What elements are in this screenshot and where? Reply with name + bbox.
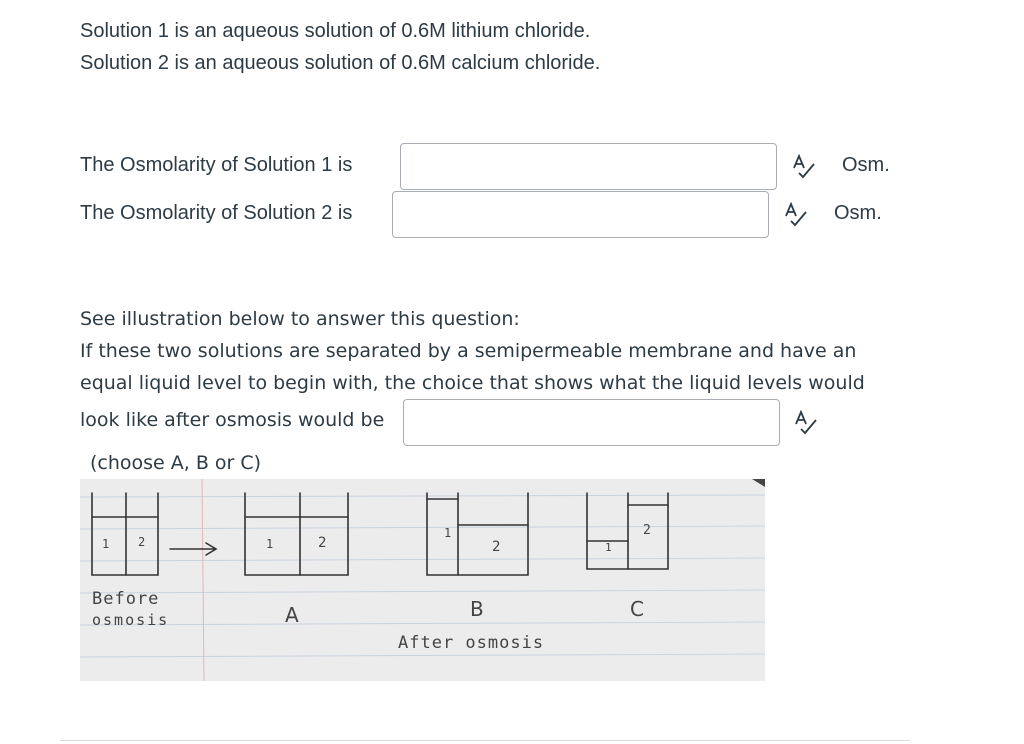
a-compartment-2: 2 bbox=[318, 535, 327, 551]
divider bbox=[60, 740, 910, 741]
q3-line-2: If these two solutions are separated by a semipermeable membrane and have an bbox=[80, 340, 857, 362]
c-compartment-2: 2 bbox=[643, 523, 651, 538]
spellcheck-icon[interactable] bbox=[793, 410, 819, 436]
b-compartment-1: 1 bbox=[444, 526, 452, 540]
choice-b-label: B bbox=[470, 597, 484, 621]
before-compartment-2: 2 bbox=[138, 535, 146, 549]
q3-choice-input[interactable] bbox=[403, 399, 780, 446]
osmosis-illustration bbox=[80, 479, 765, 681]
spellcheck-icon[interactable] bbox=[791, 154, 817, 180]
q2-osmolarity-input[interactable] bbox=[392, 191, 769, 238]
after-osmosis-label: After osmosis bbox=[398, 633, 545, 653]
before-compartment-1: 1 bbox=[102, 537, 110, 551]
b-compartment-2: 2 bbox=[492, 539, 501, 555]
c-compartment-1: 1 bbox=[605, 541, 612, 554]
q3-line-1: See illustration below to answer this question: bbox=[80, 308, 520, 330]
intro-line-1: Solution 1 is an aqueous solution of 0.6M lithium chloride. bbox=[80, 20, 591, 42]
a-compartment-1: 1 bbox=[266, 537, 274, 551]
q2-label: The Osmolarity of Solution 2 is bbox=[80, 202, 353, 224]
choice-a-label: A bbox=[285, 603, 299, 627]
spellcheck-icon[interactable] bbox=[783, 202, 809, 228]
q1-unit: Osm. bbox=[842, 154, 890, 176]
q1-label: The Osmolarity of Solution 1 is bbox=[80, 154, 353, 176]
q3-line-3: equal liquid level to begin with, the choice that shows what the liquid levels would bbox=[80, 372, 865, 394]
intro-line-2: Solution 2 is an aqueous solution of 0.6M calcium chloride. bbox=[80, 52, 601, 74]
q1-osmolarity-input[interactable] bbox=[400, 143, 777, 190]
osmosis-label: osmosis bbox=[92, 611, 170, 629]
before-label: Before bbox=[92, 589, 160, 609]
q2-unit: Osm. bbox=[834, 202, 882, 224]
q3-line-4: look like after osmosis would be bbox=[80, 409, 385, 431]
choice-c-label: C bbox=[630, 597, 644, 621]
q3-hint: (choose A, B or C) bbox=[90, 452, 262, 474]
